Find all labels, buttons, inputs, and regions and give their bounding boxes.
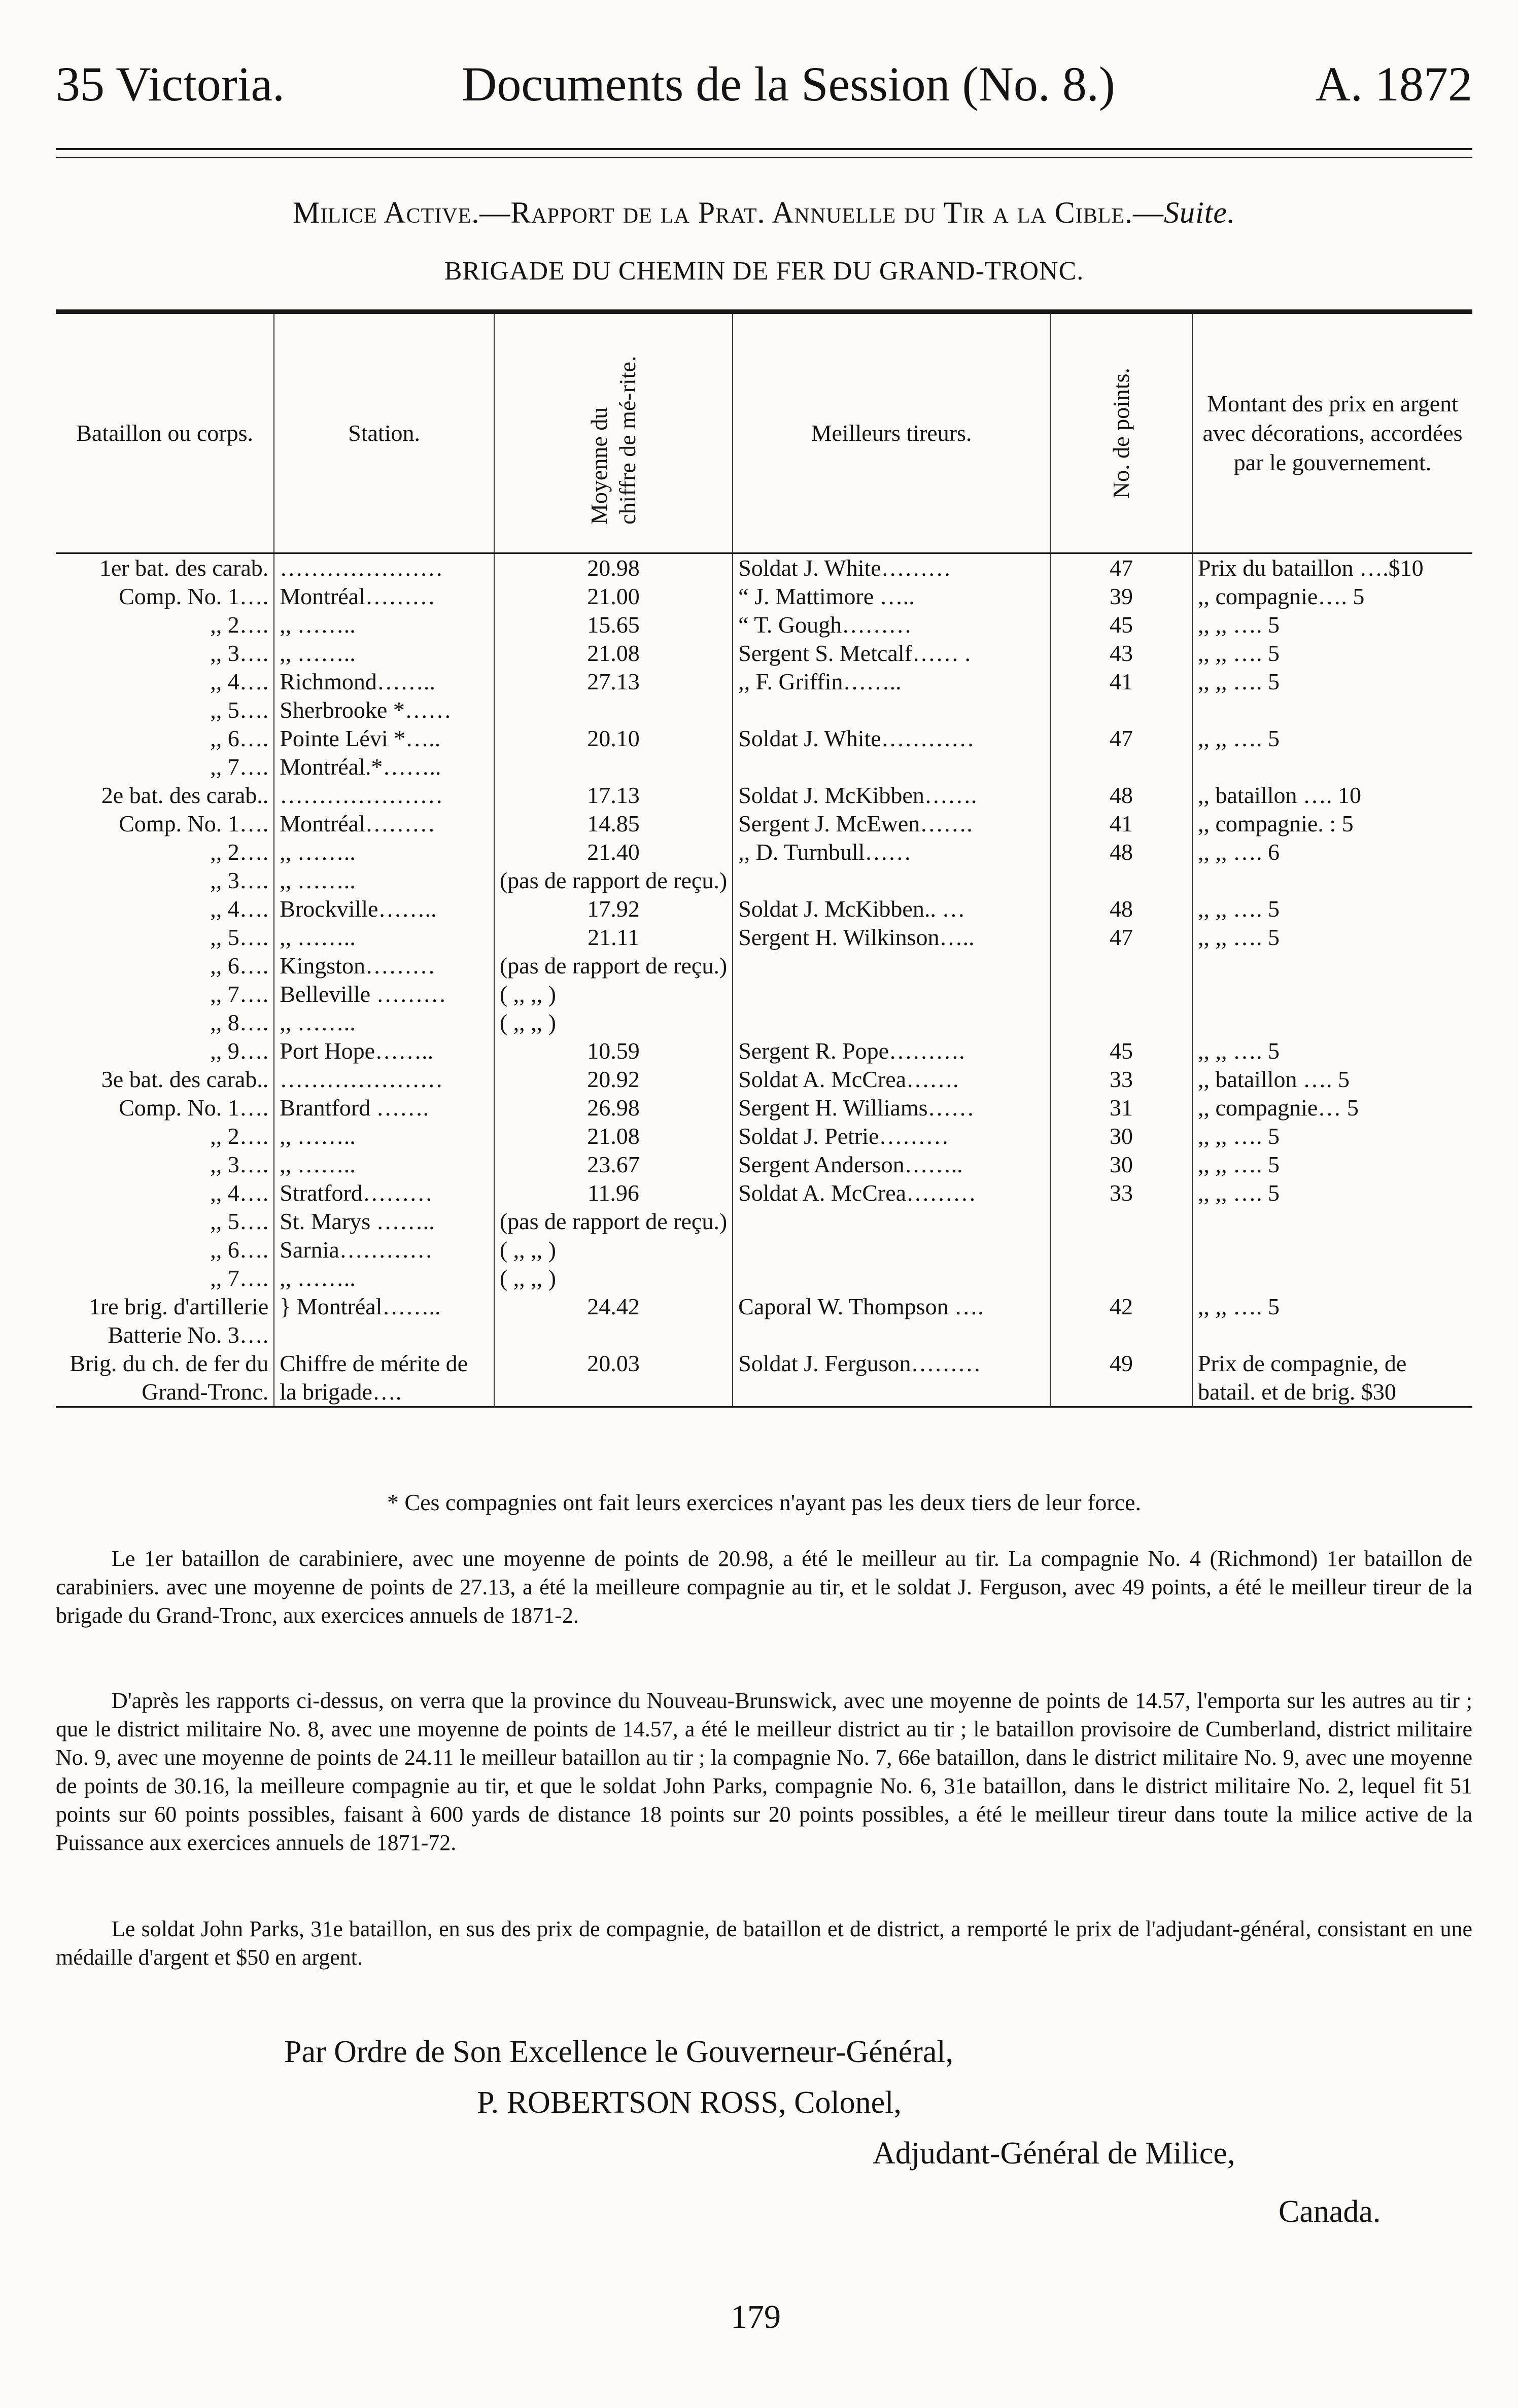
prix-cell: Prix du bataillon ….$10 <box>1192 553 1472 583</box>
table-row <box>56 1179 1472 1207</box>
station-cell: ,, …….. <box>274 639 494 668</box>
corps-cell: Brig. du ch. de fer du Grand-Tronc. <box>70 1350 269 1405</box>
tireur-cell: Soldat J. Ferguson……… <box>733 1349 1050 1407</box>
table-row <box>56 1264 1472 1293</box>
table-body <box>56 553 1472 1407</box>
tireur-cell <box>733 1008 1050 1037</box>
points-cell <box>1050 1236 1192 1264</box>
footnote: * Ces compagnies ont fait leurs exercices n'ayant pas les deux tiers de leur force. <box>387 1489 1142 1515</box>
moyenne-cell: 21.00 <box>494 582 733 611</box>
table-row <box>56 1122 1472 1150</box>
col-header-tireurs: Meilleurs tireurs. <box>733 312 1050 553</box>
station-cell: Chiffre de mérite de la brigade…. <box>274 1349 494 1407</box>
station-cell: Kingston……… <box>274 952 494 980</box>
corps-cell: ,, 3…. <box>210 867 269 893</box>
station-cell: ,, …….. <box>274 923 494 952</box>
corps-cell: ,, 5…. <box>210 697 269 723</box>
prix-cell: Prix de compagnie, de batail. et de brig. $30 <box>1192 1349 1472 1407</box>
prix-cell: ,, compagnie… 5 <box>1192 1094 1472 1122</box>
points-cell: 30 <box>1050 1150 1192 1179</box>
moyenne-cell: (pas de rapport de reçu.) <box>494 1207 733 1236</box>
tireur-cell: Soldat J. McKibben.. … <box>733 895 1050 923</box>
moyenne-cell: 20.98 <box>494 553 733 583</box>
points-cell: 41 <box>1050 668 1192 696</box>
tireur-cell: Caporal W. Thompson …. <box>733 1293 1050 1349</box>
station-cell: } Montréal…….. <box>274 1293 494 1349</box>
station-cell: Montréal……… <box>274 582 494 611</box>
station-cell: Belleville ……… <box>274 980 494 1008</box>
prix-cell <box>1192 1264 1472 1293</box>
corps-cell: ,, 6…. <box>210 725 269 751</box>
prix-cell: ,, ,, …. 5 <box>1192 1037 1472 1065</box>
signature-country: Canada. <box>1279 2194 1381 2229</box>
points-cell: 31 <box>1050 1094 1192 1122</box>
prix-cell: ,, bataillon …. 10 <box>1192 781 1472 810</box>
corps-cell: Comp. No. 1…. <box>119 811 269 836</box>
station-cell: ,, …….. <box>274 1008 494 1037</box>
prix-cell: ,, bataillon …. 5 <box>1192 1065 1472 1094</box>
table-row <box>56 1207 1472 1236</box>
station-cell: ,, …….. <box>274 1122 494 1150</box>
tireur-cell: Soldat A. McCrea……. <box>733 1065 1050 1094</box>
station-cell: ,, …….. <box>274 866 494 895</box>
table-row <box>56 639 1472 668</box>
station-cell: Stratford……… <box>274 1179 494 1207</box>
moyenne-cell: 17.13 <box>494 781 733 810</box>
corps-cell: ,, 4…. <box>210 669 269 694</box>
corps-cell: ,, 2…. <box>210 612 269 638</box>
points-cell <box>1050 696 1192 724</box>
table-row <box>56 582 1472 611</box>
tireur-cell <box>733 753 1050 781</box>
prix-cell <box>1192 1008 1472 1037</box>
corps-cell: ,, 5…. <box>210 1208 269 1234</box>
moyenne-cell: ( ,, ,, ) <box>494 1264 733 1293</box>
points-cell <box>1050 980 1192 1008</box>
table-row <box>56 1236 1472 1264</box>
moyenne-cell: 20.03 <box>494 1349 733 1407</box>
points-cell <box>1050 753 1192 781</box>
prix-cell: ,, ,, …. 5 <box>1192 1179 1472 1207</box>
moyenne-cell: 24.42 <box>494 1293 733 1349</box>
table-row <box>56 1094 1472 1122</box>
page-number: 179 <box>731 2298 781 2335</box>
corps-cell: ,, 8…. <box>210 1009 269 1035</box>
corps-cell: 3e bat. des carab.. <box>101 1066 269 1092</box>
moyenne-header-text: Moyenne du chiffre de mé-rite. <box>586 356 640 525</box>
station-cell: Sarnia………… <box>274 1236 494 1264</box>
points-cell <box>1050 1008 1192 1037</box>
moyenne-cell: 21.08 <box>494 639 733 668</box>
header-documents: Documents de la Session (No. 8.) <box>462 57 1115 111</box>
col-header-station: Station. <box>274 312 494 553</box>
header-rule <box>56 148 1472 150</box>
table-row <box>56 1293 1472 1349</box>
corps-cell: 1er bat. des carab. <box>99 555 269 581</box>
station-cell: ,, …….. <box>274 611 494 639</box>
table-row <box>56 838 1472 866</box>
prix-cell: ,, ,, …. 5 <box>1192 895 1472 923</box>
table-row <box>56 810 1472 838</box>
header-year: A. 1872 <box>1315 57 1472 111</box>
summary-paragraph-1: Le 1er bataillon de carabiniere, avec une moyenne de points de 20.98, a été le meilleur au tir. La compagnie No. 4 (Richmond) 1er bataillon de carabiniers. avec une moyenne de points de 27.13, a été la meilleure compagnie au tir, et le soldat J. Ferguson, avec 49 points, a été le meilleur tireur de la brigade du Grand-Tronc, aux exercices annuels de 1871-2. <box>56 1546 1472 1628</box>
moyenne-cell: ( ,, ,, ) <box>494 980 733 1008</box>
tireur-cell: Sergent H. Williams…… <box>733 1094 1050 1122</box>
moyenne-cell: 17.92 <box>494 895 733 923</box>
station-cell: ………………… <box>274 781 494 810</box>
prix-cell <box>1192 1207 1472 1236</box>
corps-cell: ,, 4…. <box>210 1180 269 1206</box>
table-row <box>56 866 1472 895</box>
station-cell: Pointe Lévi *….. <box>274 724 494 753</box>
corps-cell: ,, 7…. <box>210 981 269 1007</box>
moyenne-cell: 26.98 <box>494 1094 733 1122</box>
running-header <box>56 56 1472 112</box>
tireur-cell <box>733 1264 1050 1293</box>
moyenne-cell: 14.85 <box>494 810 733 838</box>
report-title-suite: Suite. <box>1164 196 1236 229</box>
table-row <box>56 980 1472 1008</box>
table-row <box>56 1008 1472 1037</box>
col-header-corps: Bataillon ou corps. <box>56 312 274 553</box>
tireur-cell <box>733 866 1050 895</box>
moyenne-cell: 27.13 <box>494 668 733 696</box>
table-row <box>56 895 1472 923</box>
tireur-cell: “ T. Gough……… <box>733 611 1050 639</box>
points-cell: 30 <box>1050 1122 1192 1150</box>
table-row <box>56 1349 1472 1407</box>
station-cell: ,, …….. <box>274 1264 494 1293</box>
corps-cell: ,, 3…. <box>210 1151 269 1177</box>
header-session: 35 Victoria. <box>56 57 285 111</box>
moyenne-cell: ( ,, ,, ) <box>494 1008 733 1037</box>
table-row <box>56 696 1472 724</box>
corps-cell: ,, 3…. <box>210 640 269 666</box>
signature-order: Par Ordre de Son Excellence le Gouverneur-Général, <box>284 2035 954 2069</box>
points-cell: 33 <box>1050 1065 1192 1094</box>
tireur-cell: Sergent J. McEwen……. <box>733 810 1050 838</box>
points-cell: 43 <box>1050 639 1192 668</box>
table-row <box>56 1150 1472 1179</box>
tireur-cell: ,, F. Griffin…….. <box>733 668 1050 696</box>
moyenne-cell: 21.40 <box>494 838 733 866</box>
tireur-cell <box>733 1236 1050 1264</box>
table-row <box>56 753 1472 781</box>
table-row <box>56 923 1472 952</box>
corps-cell: Comp. No. 1…. <box>119 1095 269 1121</box>
station-cell: Brantford ……. <box>274 1094 494 1122</box>
moyenne-cell: (pas de rapport de reçu.) <box>494 866 733 895</box>
prix-cell <box>1192 753 1472 781</box>
tireur-cell: Soldat J. McKibben……. <box>733 781 1050 810</box>
prix-cell: ,, ,, …. 6 <box>1192 838 1472 866</box>
points-cell: 48 <box>1050 781 1192 810</box>
tireur-cell: Soldat J. White………… <box>733 724 1050 753</box>
station-cell: Richmond…….. <box>274 668 494 696</box>
summary-paragraph-3: Le soldat John Parks, 31e bataillon, en sus des prix de compagnie, de bataillon et de district, a remporté le prix de l'adjudant-général, consistant en une médaille d'argent et $50 en argent. <box>56 1916 1472 1970</box>
station-cell: ………………… <box>274 553 494 583</box>
table-row <box>56 611 1472 639</box>
points-cell <box>1050 866 1192 895</box>
tireur-cell <box>733 980 1050 1008</box>
station-cell: Sherbrooke *…… <box>274 696 494 724</box>
summary-paragraph-2: D'après les rapports ci-dessus, on verra que la province du Nouveau-Brunswick, avec une moyenne de points de 14.57, l'emporta sur les autres au tir ; que le district militaire No. 8, avec une moyenne de points de 14.57, a été le meilleur district au tir ; le bataillon provisoire de Cumberland, district militaire No. 9, avec une moyenne de points de 24.11 le meilleur bataillon au tir ; la compagnie No. 7, 66e bataillon, dans le district militaire No. 9, avec une moyenne de points de 30.16, la meilleure compagnie au tir, et que le soldat John Parks, compagnie No. 6, 31e bataillon, dans le district militaire No. 2, lequel fit 51 points sur 60 points possibles, faisant à 600 yards de distance 18 points sur 20 points possibles, a été le meilleur tireur dans toute la milice active de la Puissance aux exercices annuels de 1871-72. <box>56 1688 1472 1855</box>
station-cell: Montréal.*…….. <box>274 753 494 781</box>
prix-cell: ,, ,, …. 5 <box>1192 1150 1472 1179</box>
moyenne-cell: (pas de rapport de reçu.) <box>494 952 733 980</box>
moyenne-cell: 15.65 <box>494 611 733 639</box>
corps-cell: ,, 6…. <box>210 1237 269 1263</box>
prix-cell <box>1192 866 1472 895</box>
table-row <box>56 781 1472 810</box>
moyenne-cell: 23.67 <box>494 1150 733 1179</box>
report-title <box>56 195 1472 230</box>
prix-cell: ,, ,, …. 5 <box>1192 724 1472 753</box>
prix-cell <box>1192 696 1472 724</box>
station-cell: ………………… <box>274 1065 494 1094</box>
prix-cell: ,, compagnie…. 5 <box>1192 582 1472 611</box>
station-cell: St. Marys …….. <box>274 1207 494 1236</box>
points-cell: 45 <box>1050 611 1192 639</box>
prix-cell: ,, ,, …. 5 <box>1192 668 1472 696</box>
tireur-cell: ,, D. Turnbull…… <box>733 838 1050 866</box>
signature-title: Adjudant-Général de Milice, <box>873 2136 1235 2171</box>
report-title-main: Milice Active.—Rapport de la Prat. Annuelle du Tir a la Cible.— <box>292 196 1164 229</box>
prix-cell: ,, ,, …. 5 <box>1192 611 1472 639</box>
tireur-cell <box>733 952 1050 980</box>
moyenne-cell: 21.08 <box>494 1122 733 1150</box>
corps-cell: Comp. No. 1…. <box>119 583 269 609</box>
shooting-results-table <box>56 309 1472 1408</box>
prix-cell: ,, ,, …. 5 <box>1192 639 1472 668</box>
corps-cell: ,, 9…. <box>210 1038 269 1064</box>
prix-cell <box>1192 1236 1472 1264</box>
tireur-cell: Soldat J. White……… <box>733 553 1050 583</box>
points-cell <box>1050 1207 1192 1236</box>
corps-cell: ,, 5…. <box>210 924 269 950</box>
tireur-cell: Sergent R. Pope………. <box>733 1037 1050 1065</box>
points-cell: 47 <box>1050 923 1192 952</box>
table-header-row <box>56 312 1472 553</box>
tireur-cell: Sergent H. Wilkinson….. <box>733 923 1050 952</box>
moyenne-cell: 21.11 <box>494 923 733 952</box>
tireur-cell: Soldat J. Petrie……… <box>733 1122 1050 1150</box>
points-cell <box>1050 952 1192 980</box>
col-header-montant: Montant des prix en argent avec décorations, accordées par le gouvernement. <box>1192 312 1472 553</box>
points-cell: 48 <box>1050 838 1192 866</box>
moyenne-cell: ( ,, ,, ) <box>494 1236 733 1264</box>
tireur-cell: “ J. Mattimore ….. <box>733 582 1050 611</box>
prix-cell <box>1192 980 1472 1008</box>
table-row <box>56 1037 1472 1065</box>
corps-cell: ,, 7…. <box>210 754 269 780</box>
tireur-cell: Soldat A. McCrea……… <box>733 1179 1050 1207</box>
signature-name: P. ROBERTSON ROSS, Colonel, <box>477 2085 902 2120</box>
points-cell: 42 <box>1050 1293 1192 1349</box>
corps-cell: ,, 2…. <box>210 1123 269 1149</box>
table-row <box>56 668 1472 696</box>
station-cell: Montréal……… <box>274 810 494 838</box>
header-rule-thin <box>56 157 1472 158</box>
prix-cell: ,, ,, …. 5 <box>1192 1122 1472 1150</box>
table-row <box>56 1065 1472 1094</box>
tireur-cell: Sergent S. Metcalf…… . <box>733 639 1050 668</box>
points-cell: 41 <box>1050 810 1192 838</box>
points-cell: 47 <box>1050 724 1192 753</box>
corps-cell: 2e bat. des carab.. <box>101 782 269 808</box>
moyenne-cell: 20.92 <box>494 1065 733 1094</box>
tireur-cell: Sergent Anderson…….. <box>733 1150 1050 1179</box>
prix-cell <box>1192 952 1472 980</box>
points-cell <box>1050 1264 1192 1293</box>
points-header-text: No. de points. <box>1108 367 1134 499</box>
points-cell: 48 <box>1050 895 1192 923</box>
points-cell: 39 <box>1050 582 1192 611</box>
moyenne-cell <box>494 753 733 781</box>
table-row <box>56 724 1472 753</box>
prix-cell: ,, ,, …. 5 <box>1192 1293 1472 1349</box>
tireur-cell <box>733 1207 1050 1236</box>
table-row <box>56 553 1472 583</box>
station-cell: Port Hope…….. <box>274 1037 494 1065</box>
moyenne-cell <box>494 696 733 724</box>
moyenne-cell: 10.59 <box>494 1037 733 1065</box>
corps-cell: ,, 7…. <box>210 1265 269 1291</box>
prix-cell: ,, compagnie. : 5 <box>1192 810 1472 838</box>
corps-cell: ,, 6…. <box>210 953 269 979</box>
points-cell: 33 <box>1050 1179 1192 1207</box>
corps-cell: 1re brig. d'artillerie Batterie No. 3…. <box>88 1294 269 1348</box>
tireur-cell <box>733 696 1050 724</box>
moyenne-cell: 11.96 <box>494 1179 733 1207</box>
table-row <box>56 952 1472 980</box>
station-cell: Brockville…….. <box>274 895 494 923</box>
points-cell: 45 <box>1050 1037 1192 1065</box>
brigade-title: BRIGADE DU CHEMIN DE FER DU GRAND-TRONC. <box>444 257 1084 286</box>
station-cell: ,, …….. <box>274 838 494 866</box>
col-header-points <box>1050 312 1192 553</box>
col-header-moyenne <box>494 312 733 553</box>
moyenne-cell: 20.10 <box>494 724 733 753</box>
points-cell: 47 <box>1050 553 1192 583</box>
station-cell: ,, …….. <box>274 1150 494 1179</box>
corps-cell: ,, 2…. <box>210 839 269 865</box>
points-cell: 49 <box>1050 1349 1192 1407</box>
prix-cell: ,, ,, …. 5 <box>1192 923 1472 952</box>
corps-cell: ,, 4…. <box>210 896 269 922</box>
